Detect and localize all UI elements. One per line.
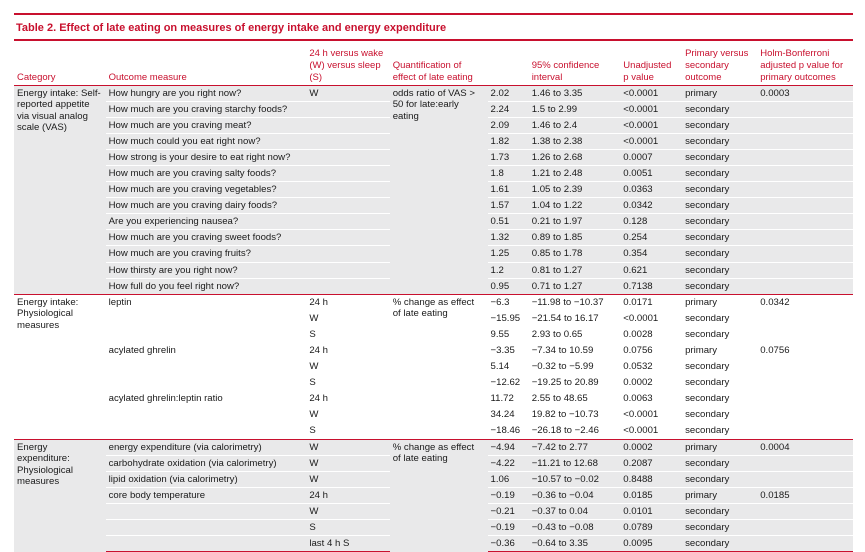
header-timing: 24 h versus wake (W) versus sleep (S) <box>309 47 384 83</box>
table-row <box>14 439 853 455</box>
holm-cell <box>757 407 853 423</box>
primary-cell: primary <box>682 85 757 101</box>
holm-cell <box>757 391 853 407</box>
p-value-cell: 0.128 <box>620 214 682 230</box>
ci-cell: 1.38 to 2.38 <box>529 133 621 149</box>
header-outcome: Outcome measure <box>108 71 187 83</box>
timing-cell: S <box>306 375 389 391</box>
primary-cell: secondary <box>682 214 757 230</box>
timing-cell <box>306 278 389 294</box>
value-cell: 9.55 <box>488 326 529 342</box>
timing-cell <box>306 117 389 133</box>
p-value-cell: 0.0101 <box>620 503 682 519</box>
p-value-cell: <0.0001 <box>620 117 682 133</box>
holm-cell <box>757 165 853 181</box>
primary-cell: primary <box>682 343 757 359</box>
ci-cell: 1.21 to 2.48 <box>529 165 621 181</box>
outcome-cell: How much are you craving salty foods? <box>106 165 307 181</box>
outcome-cell: How much could you eat right now? <box>106 133 307 149</box>
ci-cell: −11.21 to 12.68 <box>529 455 621 471</box>
quantification-cell: odds ratio of VAS > 50 for late:early eating <box>390 85 488 294</box>
ci-cell: −11.98 to −10.37 <box>529 294 621 310</box>
ci-cell: 0.89 to 1.85 <box>529 230 621 246</box>
holm-cell <box>757 149 853 165</box>
outcome-cell: Are you experiencing nausea? <box>106 214 307 230</box>
outcome-cell: How much are you craving sweet foods? <box>106 230 307 246</box>
primary-cell: secondary <box>682 182 757 198</box>
table-row <box>14 85 853 101</box>
holm-cell <box>757 198 853 214</box>
ci-cell: 1.04 to 1.22 <box>529 198 621 214</box>
primary-cell: secondary <box>682 423 757 439</box>
table-group <box>14 85 853 294</box>
holm-cell <box>757 310 853 326</box>
outcome-cell: How hungry are you right now? <box>106 85 307 101</box>
primary-cell: secondary <box>682 165 757 181</box>
outcome-cell <box>106 423 307 439</box>
table-row <box>14 294 853 310</box>
value-cell: −6.3 <box>488 294 529 310</box>
primary-cell: secondary <box>682 391 757 407</box>
timing-cell <box>306 182 389 198</box>
p-value-cell: <0.0001 <box>620 407 682 423</box>
value-cell: 1.82 <box>488 133 529 149</box>
p-value-cell: <0.0001 <box>620 85 682 101</box>
primary-cell: secondary <box>682 375 757 391</box>
primary-cell: primary <box>682 487 757 503</box>
ci-cell: −0.37 to 0.04 <box>529 503 621 519</box>
ci-cell: 2.55 to 48.65 <box>529 391 621 407</box>
holm-cell: 0.0342 <box>757 294 853 310</box>
p-value-cell: 0.8488 <box>620 471 682 487</box>
ci-cell: 1.46 to 3.35 <box>529 85 621 101</box>
primary-cell: secondary <box>682 198 757 214</box>
timing-cell: W <box>306 439 389 455</box>
holm-cell: 0.0004 <box>757 439 853 455</box>
timing-cell <box>306 198 389 214</box>
value-cell: 11.72 <box>488 391 529 407</box>
p-value-cell: 0.0185 <box>620 487 682 503</box>
p-value-cell: <0.0001 <box>620 101 682 117</box>
outcome-cell <box>106 375 307 391</box>
timing-cell: 24 h <box>306 343 389 359</box>
ci-cell: −19.25 to 20.89 <box>529 375 621 391</box>
ci-cell: 1.26 to 2.68 <box>529 149 621 165</box>
ci-cell: −0.43 to −0.08 <box>529 520 621 536</box>
timing-cell <box>306 214 389 230</box>
value-cell: −4.22 <box>488 455 529 471</box>
value-cell: 2.09 <box>488 117 529 133</box>
p-value-cell: <0.0001 <box>620 133 682 149</box>
holm-cell <box>757 520 853 536</box>
holm-cell <box>757 471 853 487</box>
outcome-cell: How much are you craving dairy foods? <box>106 198 307 214</box>
holm-cell: 0.0185 <box>757 487 853 503</box>
primary-cell: secondary <box>682 101 757 117</box>
table-title-bar <box>14 13 853 41</box>
p-value-cell: 0.2087 <box>620 455 682 471</box>
value-cell: −3.35 <box>488 343 529 359</box>
ci-cell: 1.46 to 2.4 <box>529 117 621 133</box>
holm-cell <box>757 503 853 519</box>
p-value-cell: 0.0171 <box>620 294 682 310</box>
p-value-cell: <0.0001 <box>620 423 682 439</box>
table-container <box>14 13 853 552</box>
outcome-cell: How much are you craving fruits? <box>106 246 307 262</box>
value-cell: 34.24 <box>488 407 529 423</box>
primary-cell: secondary <box>682 117 757 133</box>
p-value-cell: 0.0002 <box>620 439 682 455</box>
primary-cell: secondary <box>682 407 757 423</box>
value-cell: 1.73 <box>488 149 529 165</box>
holm-cell <box>757 214 853 230</box>
ci-cell: 0.21 to 1.97 <box>529 214 621 230</box>
timing-cell: 24 h <box>306 391 389 407</box>
outcome-cell <box>106 520 307 536</box>
table-group <box>14 294 853 439</box>
value-cell: 1.61 <box>488 182 529 198</box>
holm-cell <box>757 101 853 117</box>
header-primary: Primary versus secondary outcome <box>685 47 749 83</box>
outcome-cell: acylated ghrelin:leptin ratio <box>106 391 307 407</box>
holm-cell: 0.0756 <box>757 343 853 359</box>
value-cell: −12.62 <box>488 375 529 391</box>
primary-cell: secondary <box>682 471 757 487</box>
outcome-cell: leptin <box>106 294 307 310</box>
ci-cell: 19.82 to −10.73 <box>529 407 621 423</box>
p-value-cell: <0.0001 <box>620 310 682 326</box>
outcome-cell: carbohydrate oxidation (via calorimetry) <box>106 455 307 471</box>
value-cell: 1.25 <box>488 246 529 262</box>
value-cell: 1.06 <box>488 471 529 487</box>
timing-cell <box>306 230 389 246</box>
value-cell: −15.95 <box>488 310 529 326</box>
p-value-cell: 0.7138 <box>620 278 682 294</box>
p-value-cell: 0.354 <box>620 246 682 262</box>
timing-cell <box>306 165 389 181</box>
value-cell: 5.14 <box>488 359 529 375</box>
header-category: Category <box>17 71 56 83</box>
outcome-cell: energy expenditure (via calorimetry) <box>106 439 307 455</box>
ci-cell: 0.81 to 1.27 <box>529 262 621 278</box>
holm-cell <box>757 359 853 375</box>
p-value-cell: 0.0051 <box>620 165 682 181</box>
outcome-cell: How much are you craving starchy foods? <box>106 101 307 117</box>
primary-cell: secondary <box>682 359 757 375</box>
outcome-cell: How much are you craving meat? <box>106 117 307 133</box>
ci-cell: −0.36 to −0.04 <box>529 487 621 503</box>
table-group <box>14 439 853 552</box>
primary-cell: secondary <box>682 133 757 149</box>
holm-cell <box>757 262 853 278</box>
p-value-cell: 0.0007 <box>620 149 682 165</box>
holm-cell <box>757 455 853 471</box>
holm-cell <box>757 117 853 133</box>
primary-cell: secondary <box>682 310 757 326</box>
timing-cell <box>306 101 389 117</box>
ci-cell: 0.71 to 1.27 <box>529 278 621 294</box>
category-cell: Energy expenditure: Physiological measures <box>14 439 106 552</box>
timing-cell: W <box>306 455 389 471</box>
p-value-cell: 0.0095 <box>620 536 682 552</box>
quantification-cell: % change as effect of late eating <box>390 439 488 552</box>
holm-cell <box>757 230 853 246</box>
value-cell: −4.94 <box>488 439 529 455</box>
value-cell: −0.21 <box>488 503 529 519</box>
primary-cell: secondary <box>682 246 757 262</box>
results-table <box>14 41 853 552</box>
value-cell: 1.8 <box>488 165 529 181</box>
timing-cell: S <box>306 520 389 536</box>
timing-cell: W <box>306 471 389 487</box>
value-cell: 0.95 <box>488 278 529 294</box>
holm-cell <box>757 246 853 262</box>
ci-cell: 1.5 to 2.99 <box>529 101 621 117</box>
outcome-cell <box>106 407 307 423</box>
category-cell: Energy intake: Physiological measures <box>14 294 106 439</box>
header-p: Unadjusted p value <box>623 59 672 83</box>
category-cell: Energy intake: Self-reported appetite via visual analog scale (VAS) <box>14 85 106 294</box>
primary-cell: secondary <box>682 230 757 246</box>
primary-cell: secondary <box>682 262 757 278</box>
value-cell: −0.36 <box>488 536 529 552</box>
outcome-cell: How much are you craving vegetables? <box>106 182 307 198</box>
value-cell: −0.19 <box>488 487 529 503</box>
holm-cell <box>757 423 853 439</box>
outcome-cell <box>106 359 307 375</box>
p-value-cell: 0.0532 <box>620 359 682 375</box>
timing-cell: S <box>306 423 389 439</box>
primary-cell: secondary <box>682 149 757 165</box>
primary-cell: primary <box>682 439 757 455</box>
p-value-cell: 0.0363 <box>620 182 682 198</box>
ci-cell: −7.34 to 10.59 <box>529 343 621 359</box>
timing-cell: W <box>306 503 389 519</box>
outcome-cell <box>106 503 307 519</box>
primary-cell: secondary <box>682 455 757 471</box>
timing-cell <box>306 149 389 165</box>
ci-cell: −0.64 to 3.35 <box>529 536 621 552</box>
ci-cell: −21.54 to 16.17 <box>529 310 621 326</box>
timing-cell: W <box>306 85 389 101</box>
header-quantification: Quantification of effect of late eating <box>392 59 473 83</box>
outcome-cell: lipid oxidation (via calorimetry) <box>106 471 307 487</box>
primary-cell: primary <box>682 294 757 310</box>
p-value-cell: 0.0002 <box>620 375 682 391</box>
outcome-cell: How thirsty are you right now? <box>106 262 307 278</box>
value-cell: 2.02 <box>488 85 529 101</box>
primary-cell: secondary <box>682 326 757 342</box>
holm-cell <box>757 278 853 294</box>
primary-cell: secondary <box>682 536 757 552</box>
ci-cell: 0.85 to 1.78 <box>529 246 621 262</box>
ci-cell: 2.93 to 0.65 <box>529 326 621 342</box>
holm-cell <box>757 375 853 391</box>
holm-cell <box>757 326 853 342</box>
header-ci: 95% confidence interval <box>531 59 600 83</box>
value-cell: −0.19 <box>488 520 529 536</box>
value-cell: 1.32 <box>488 230 529 246</box>
value-cell: 1.2 <box>488 262 529 278</box>
timing-cell <box>306 133 389 149</box>
p-value-cell: 0.0756 <box>620 343 682 359</box>
header-row <box>14 41 853 85</box>
timing-cell: W <box>306 310 389 326</box>
timing-cell: W <box>306 407 389 423</box>
p-value-cell: 0.621 <box>620 262 682 278</box>
p-value-cell: 0.254 <box>620 230 682 246</box>
ci-cell: −10.57 to −0.02 <box>529 471 621 487</box>
outcome-cell <box>106 326 307 342</box>
p-value-cell: 0.0063 <box>620 391 682 407</box>
ci-cell: 1.05 to 2.39 <box>529 182 621 198</box>
timing-cell <box>306 246 389 262</box>
timing-cell <box>306 262 389 278</box>
ci-cell: −0.32 to −5.99 <box>529 359 621 375</box>
outcome-cell <box>106 536 307 552</box>
timing-cell: 24 h <box>306 294 389 310</box>
ci-cell: −26.18 to −2.46 <box>529 423 621 439</box>
value-cell: 0.51 <box>488 214 529 230</box>
timing-cell: 24 h <box>306 487 389 503</box>
primary-cell: secondary <box>682 503 757 519</box>
primary-cell: secondary <box>682 278 757 294</box>
holm-cell <box>757 133 853 149</box>
quantification-cell: % change as effect of late eating <box>390 294 488 439</box>
outcome-cell: core body temperature <box>106 487 307 503</box>
outcome-cell: acylated ghrelin <box>106 343 307 359</box>
header-holm: Holm-Bonferroni adjusted p value for primary outcomes <box>760 47 844 83</box>
p-value-cell: 0.0342 <box>620 198 682 214</box>
timing-cell: W <box>306 359 389 375</box>
holm-cell <box>757 182 853 198</box>
ci-cell: −7.42 to 2.77 <box>529 439 621 455</box>
outcome-cell <box>106 310 307 326</box>
value-cell: −18.46 <box>488 423 529 439</box>
holm-cell: 0.0003 <box>757 85 853 101</box>
header-value <box>488 41 529 85</box>
primary-cell: secondary <box>682 520 757 536</box>
outcome-cell: How strong is your desire to eat right now? <box>106 149 307 165</box>
value-cell: 1.57 <box>488 198 529 214</box>
timing-cell: S <box>306 326 389 342</box>
value-cell: 2.24 <box>488 101 529 117</box>
holm-cell <box>757 536 853 552</box>
outcome-cell: How full do you feel right now? <box>106 278 307 294</box>
p-value-cell: 0.0789 <box>620 520 682 536</box>
timing-cell: last 4 h S <box>306 536 389 552</box>
table-title: Table 2. Effect of late eating on measures of energy intake and energy expenditure <box>16 22 447 34</box>
p-value-cell: 0.0028 <box>620 326 682 342</box>
